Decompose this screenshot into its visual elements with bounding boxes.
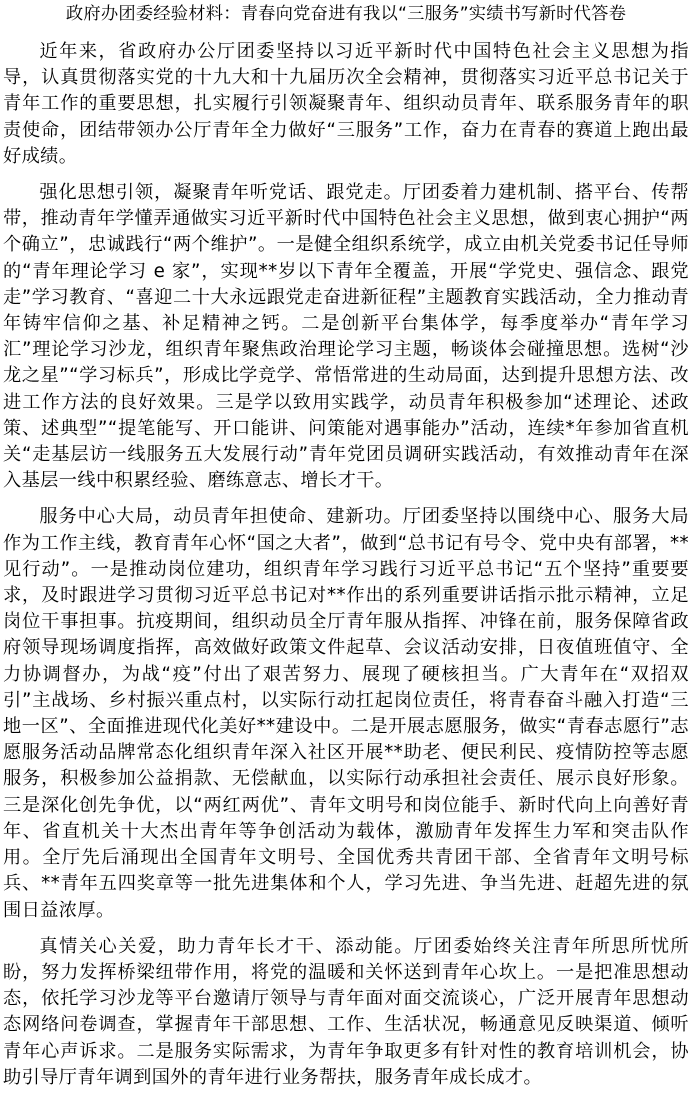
paragraph-ideological-guidance: 强化思想引领，凝聚青年听党话、跟党走。厅团委着力建机制、搭平台、传帮带，推动青年学懂弄通做实习近平新时代中国特色社会主义思想，做到衷心拥护“两个确立”，忠诚践行“两个维护”。一是健全组织系统学，成立由机关党委书记任导师的“青年理论学习 e 家”，实现**岁以下青年全覆盖，开展“学党史、强信念、跟党走”学习教育、“喜迎二十大永远跟党走奋进新征程”主题教育实践活动，全力推动青年铸牢信仰之基、补足精神之钙。二是创新平台集体学，每季度举办“青年学习汇”理论学习沙龙，组织青年聚焦政治理论学习主题，畅谈体会碰撞思想。选树“沙龙之星”“学习标兵”，形成比学竞学、常悟常进的生动局面，达到提升思想方法、改进工作方法的良好效果。三是学以致用实践学，动员青年积极参加“述理论、述政策、述典型”“提笔能写、开口能讲、问策能对遇事能办”活动，连续*年参加省直机关“走基层访一线服务五大发展行动”青年党团员调研实践活动，有效推动青年在深入基层一线中积累经验、磨练意志、增长才干。: [3, 182, 689, 492]
paragraph-intro: 近年来，省政府办公厅团委坚持以习近平新时代中国特色社会主义思想为指导，认真贯彻落实党的十九大和十九届历次全会精神，贯彻落实习近平总书记关于青年工作的重要思想，扎实履行引领凝聚青年、组织动员青年、联系服务青年的职责使命，团结带领办公厅青年全力做好“三服务”工作，奋力在青春的赛道上跑出最好成绩。: [3, 41, 689, 167]
paragraph-care-for-youth: 真情关心关爱，助力青年长才干、添动能。厅团委始终关注青年所思所忧所盼，努力发挥桥梁纽带作用，将党的温暖和关怀送到青年心坎上。一是把准思想动态，依托学习沙龙等平台邀请厅领导与青年面对面交流谈心，广泛开展青年思想动态网络问卷调查，掌握青年干部思想、工作、生活状况，畅通意见反映渠道、倾听青年心声诉求。二是服务实际需求，为青年争取更多有针对性的教育培训机会，协助引导厅青年调到国外的青年进行业务帮扶，服务青年成长成才。: [3, 935, 689, 1088]
document-title: 政府办团委经验材料：青春向党奋进有我以“三服务”实绩书写新时代答卷: [65, 4, 627, 24]
paragraph-serve-central-work: 服务中心大局，动员青年担使命、建新功。厅团委坚持以围绕中心、服务大局作为工作主线，教育青年心怀“国之大者”，做到“总书记有号令、党中央有部署，**见行动”。一是推动岗位建功，组织青年学习践行习近平总书记“五个坚持”重要要求，及时跟进学习贯彻习近平总书记对**作出的系列重要讲话指示批示精神，立足岗位干事担事。抗疫期间，组织动员全厅青年服从指挥、冲锋在前，服务保障省政府领导现场调度指挥，高效做好政策文件起草、会议活动安排，日夜值班值守、全力协调督办，为战“疫”付出了艰苦努力、展现了硬核担当。广大青年在“双招双引”主战场、乡村振兴重点村，以实际行动扛起岗位责任，将青春奋斗融入打造“三地一区”、全面推进现代化美好**建设中。二是开展志愿服务，做实“青春志愿行”志愿服务活动品牌常态化组织青年深入社区开展**助老、便民利民、疫情防控等志愿服务，积极参加公益捐款、无偿献血，以实际行动承担社会责任、展示良好形象。三是深化创先争优，以“两红两优”、青年文明号和岗位能手、新时代向上向善好青年、省直机关十大杰出青年等争创活动为载体，激励青年发挥生力军和突击队作用。全厅先后涌现出全国青年文明号、全国优秀共青团干部、全省青年文明号标兵、**青年五四奖章等一批先进集体和个人，学习先进、争当先进、赶超先进的氛围日益浓厚。: [3, 506, 689, 921]
